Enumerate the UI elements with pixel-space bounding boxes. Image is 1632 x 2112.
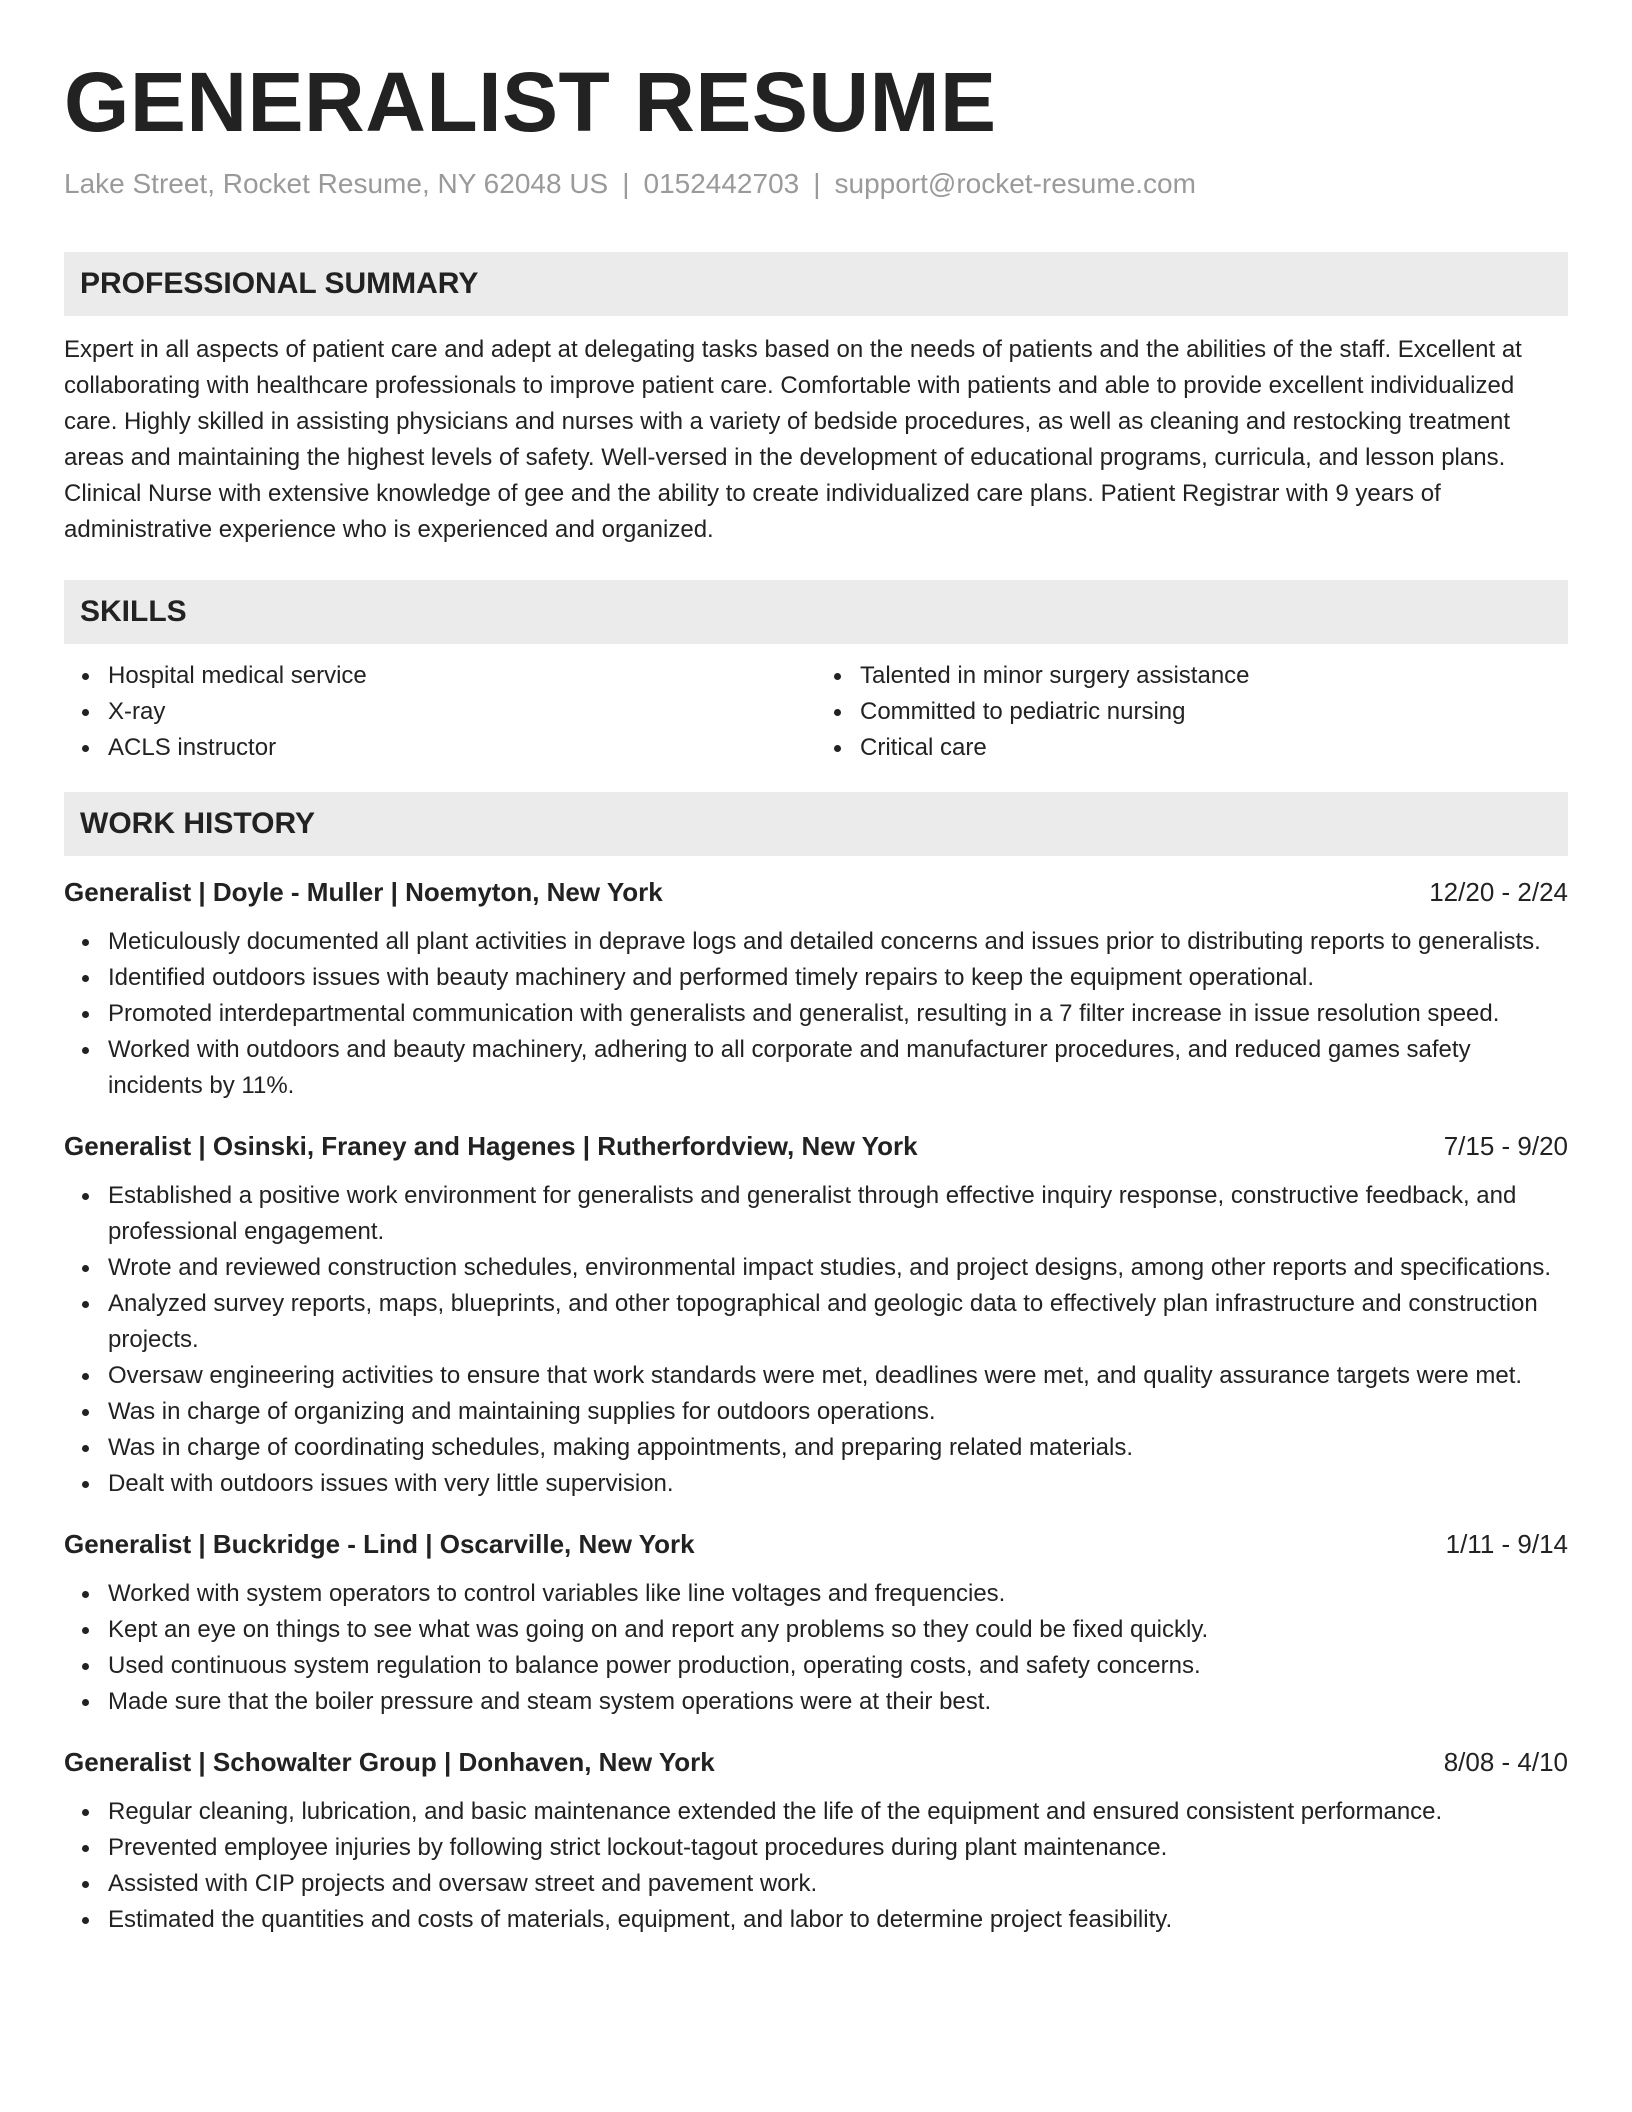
job-bullet: Identified outdoors issues with beauty machinery and performed timely repairs to keep the equipment operational. <box>108 960 1568 996</box>
skills-column-left <box>64 658 816 766</box>
contact-separator: | <box>813 168 821 199</box>
job-dates: 1/11 - 9/14 <box>1445 1529 1568 1559</box>
job-title: Generalist | Doyle - Muller | Noemyton, New York <box>64 877 663 907</box>
resume-title: GENERALIST RESUME <box>64 55 997 149</box>
job-header <box>64 1744 1568 1780</box>
job-dates: 8/08 - 4/10 <box>1443 1747 1568 1777</box>
section-header-skills: SKILLS <box>64 580 1568 644</box>
job-bullet: Oversaw engineering activities to ensure that work standards were met, deadlines were met, and quality assurance targets were met. <box>108 1358 1568 1394</box>
job-bullet: Used continuous system regulation to balance power production, operating costs, and safety concerns. <box>108 1648 1568 1684</box>
job-bullet: Worked with system operators to control variables like line voltages and frequencies. <box>108 1576 1568 1612</box>
job-bullet: Established a positive work environment for generalists and generalist through effective inquiry response, constructive feedback, and professional engagement. <box>108 1178 1568 1250</box>
skills-column-right <box>816 658 1568 766</box>
job-bullet: Estimated the quantities and costs of materials, equipment, and labor to determine project feasibility. <box>108 1902 1568 1938</box>
job-title: Generalist | Osinski, Franey and Hagenes | Rutherfordview, New York <box>64 1131 918 1161</box>
job-entry <box>64 1526 1568 1720</box>
job-entry <box>64 874 1568 1104</box>
skill-item: X-ray <box>108 694 816 730</box>
job-header <box>64 1526 1568 1562</box>
skill-item: Hospital medical service <box>108 658 816 694</box>
job-bullet: Promoted interdepartmental communication with generalists and generalist, resulting in a 7 filter increase in issue resolution speed. <box>108 996 1568 1032</box>
phone: 0152442703 <box>643 168 800 199</box>
skill-item: Critical care <box>860 730 1568 766</box>
email: support@rocket-resume.com <box>834 168 1196 199</box>
job-bullet: Kept an eye on things to see what was going on and report any problems so they could be fixed quickly. <box>108 1612 1568 1648</box>
job-entry <box>64 1128 1568 1502</box>
job-bullet: Meticulously documented all plant activities in deprave logs and detailed concerns and issues prior to distributing reports to generalists. <box>108 924 1568 960</box>
job-bullets <box>64 924 1568 1104</box>
section-header-summary: PROFESSIONAL SUMMARY <box>64 252 1568 316</box>
address: Lake Street, Rocket Resume, NY 62048 US <box>64 168 609 199</box>
contact-line <box>64 166 1568 202</box>
summary-text: Expert in all aspects of patient care and adept at delegating tasks based on the needs of patients and the abilities of the staff. Excellent at collaborating with healthcare professionals to improve patient care. Comfortable with patients and able to provide excellent individualized care. Highly skilled in assisting physicians and nurses with a variety of bedside procedures, as well as cleaning and restocking treatment areas and maintaining the highest levels of safety. Well-versed in the development of educational programs, curricula, and lesson plans. Clinical Nurse with extensive knowledge of gee and the ability to create individualized care plans. Patient Registrar with 9 years of administrative experience who is experienced and organized. <box>64 336 1522 543</box>
job-entry <box>64 1744 1568 1938</box>
job-bullets <box>64 1794 1568 1938</box>
job-bullet: Dealt with outdoors issues with very little supervision. <box>108 1466 1568 1502</box>
job-bullet: Regular cleaning, lubrication, and basic maintenance extended the life of the equipment and ensured consistent performance. <box>108 1794 1568 1830</box>
job-dates: 7/15 - 9/20 <box>1443 1131 1568 1161</box>
job-title: Generalist | Buckridge - Lind | Oscarville, New York <box>64 1529 695 1559</box>
job-header <box>64 874 1568 910</box>
job-header <box>64 1128 1568 1164</box>
job-title: Generalist | Schowalter Group | Donhaven, New York <box>64 1747 715 1777</box>
skill-item: ACLS instructor <box>108 730 816 766</box>
contact-separator: | <box>622 168 630 199</box>
skill-item: Talented in minor surgery assistance <box>860 658 1568 694</box>
job-bullet: Made sure that the boiler pressure and steam system operations were at their best. <box>108 1684 1568 1720</box>
job-bullet: Was in charge of organizing and maintaining supplies for outdoors operations. <box>108 1394 1568 1430</box>
job-bullet: Worked with outdoors and beauty machinery, adhering to all corporate and manufacturer procedures, and reduced games safety incidents by 11%. <box>108 1032 1568 1104</box>
job-bullet: Was in charge of coordinating schedules, making appointments, and preparing related materials. <box>108 1430 1568 1466</box>
job-bullet: Analyzed survey reports, maps, blueprints, and other topographical and geologic data to effectively plan infrastructure and construction projects. <box>108 1286 1568 1358</box>
job-dates: 12/20 - 2/24 <box>1429 877 1568 907</box>
job-bullet: Assisted with CIP projects and oversaw street and pavement work. <box>108 1866 1568 1902</box>
section-header-work-history: WORK HISTORY <box>64 792 1568 856</box>
job-bullets <box>64 1178 1568 1502</box>
job-bullet: Wrote and reviewed construction schedules, environmental impact studies, and project designs, among other reports and specifications. <box>108 1250 1568 1286</box>
job-bullet: Prevented employee injuries by following strict lockout-tagout procedures during plant maintenance. <box>108 1830 1568 1866</box>
skill-item: Committed to pediatric nursing <box>860 694 1568 730</box>
skills-list <box>64 658 1568 766</box>
job-bullets <box>64 1576 1568 1720</box>
